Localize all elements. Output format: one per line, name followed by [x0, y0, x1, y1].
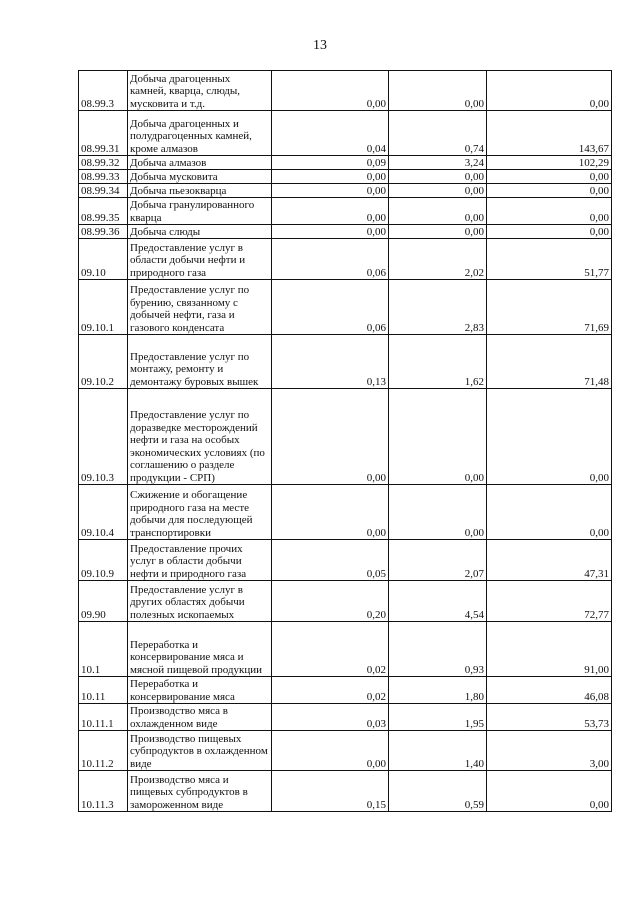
row-value-2: 2,83	[389, 280, 487, 335]
row-value-2: 0,00	[389, 71, 487, 111]
table-row	[79, 198, 612, 225]
table-row	[79, 239, 612, 280]
row-value-1: 0,00	[272, 170, 389, 184]
row-value-1: 0,00	[272, 485, 389, 540]
row-value-1: 0,00	[272, 71, 389, 111]
row-name: Добыча драгоценных камней, кварца, слюды, мусковита и т.д.	[128, 71, 272, 111]
row-value-3: 53,73	[487, 704, 612, 731]
row-name: Производство мяса в охлажденном виде	[128, 704, 272, 731]
row-value-3: 0,00	[487, 225, 612, 239]
row-value-3: 0,00	[487, 198, 612, 225]
row-code: 09.90	[79, 581, 128, 622]
row-name: Предоставление услуг по бурению, связанному с добычей нефти, газа и газового конденсата	[128, 280, 272, 335]
row-value-1: 0,00	[272, 389, 389, 485]
row-value-2: 4,54	[389, 581, 487, 622]
row-value-1: 0,00	[272, 184, 389, 198]
row-value-2: 0,59	[389, 771, 487, 812]
row-value-3: 72,77	[487, 581, 612, 622]
row-value-1: 0,15	[272, 771, 389, 812]
row-name: Предоставление услуг по монтажу, ремонту и демонтажу буровых вышек	[128, 335, 272, 389]
table-row	[79, 335, 612, 389]
row-name: Производство мяса и пищевых субпродуктов в замороженном виде	[128, 771, 272, 812]
row-code: 08.99.35	[79, 198, 128, 225]
row-code: 10.11	[79, 677, 128, 704]
row-value-1: 0,04	[272, 111, 389, 156]
row-value-1: 0,06	[272, 239, 389, 280]
row-value-2: 3,24	[389, 156, 487, 170]
row-value-3: 0,00	[487, 485, 612, 540]
row-name: Добыча гранулированного кварца	[128, 198, 272, 225]
table-row	[79, 731, 612, 771]
row-value-2: 1,62	[389, 335, 487, 389]
row-value-3: 143,67	[487, 111, 612, 156]
row-value-3: 0,00	[487, 71, 612, 111]
row-name: Переработка и консервирование мяса и мясной пищевой продукции	[128, 622, 272, 677]
row-name: Добыча алмазов	[128, 156, 272, 170]
row-value-3: 0,00	[487, 170, 612, 184]
table-row	[79, 485, 612, 540]
row-value-2: 1,95	[389, 704, 487, 731]
row-name: Добыча пьезокварца	[128, 184, 272, 198]
row-code: 10.11.1	[79, 704, 128, 731]
row-code: 09.10.9	[79, 540, 128, 581]
row-value-3: 46,08	[487, 677, 612, 704]
row-value-3: 102,29	[487, 156, 612, 170]
row-code: 08.99.36	[79, 225, 128, 239]
row-value-2: 0,74	[389, 111, 487, 156]
row-value-2: 1,80	[389, 677, 487, 704]
row-value-3: 0,00	[487, 184, 612, 198]
row-value-1: 0,13	[272, 335, 389, 389]
row-value-1: 0,02	[272, 622, 389, 677]
row-code: 09.10.3	[79, 389, 128, 485]
table-row	[79, 111, 612, 156]
row-value-1: 0,03	[272, 704, 389, 731]
row-value-1: 0,20	[272, 581, 389, 622]
row-code: 09.10	[79, 239, 128, 280]
row-value-3: 0,00	[487, 389, 612, 485]
row-name: Сжижение и обогащение природного газа на месте добычи для последующей транспортировки	[128, 485, 272, 540]
row-value-3: 3,00	[487, 731, 612, 771]
row-code: 09.10.2	[79, 335, 128, 389]
row-code: 09.10.1	[79, 280, 128, 335]
row-value-2: 0,00	[389, 198, 487, 225]
row-code: 10.1	[79, 622, 128, 677]
row-name: Предоставление услуг в других областях добычи полезных ископаемых	[128, 581, 272, 622]
row-value-2: 0,00	[389, 225, 487, 239]
row-name: Предоставление услуг по доразведке месторождений нефти и газа на особых экономических условиях (по соглашению о разделе продукции - СРП)	[128, 389, 272, 485]
row-value-1: 0,02	[272, 677, 389, 704]
row-value-3: 47,31	[487, 540, 612, 581]
row-value-3: 71,48	[487, 335, 612, 389]
page-number: 13	[313, 38, 327, 53]
table-row	[79, 71, 612, 111]
table-row	[79, 704, 612, 731]
row-name: Предоставление прочих услуг в области добычи нефти и природного газа	[128, 540, 272, 581]
table-row	[79, 170, 612, 184]
row-value-2: 1,40	[389, 731, 487, 771]
row-name: Добыча слюды	[128, 225, 272, 239]
row-value-1: 0,00	[272, 198, 389, 225]
row-name: Добыча драгоценных и полудрагоценных камней, кроме алмазов	[128, 111, 272, 156]
table-row	[79, 184, 612, 198]
table-body	[79, 71, 612, 812]
table-row	[79, 540, 612, 581]
row-code: 08.99.3	[79, 71, 128, 111]
table-row	[79, 280, 612, 335]
row-value-2: 2,07	[389, 540, 487, 581]
row-code: 08.99.32	[79, 156, 128, 170]
row-value-2: 0,00	[389, 170, 487, 184]
table-row	[79, 771, 612, 812]
row-value-1: 0,09	[272, 156, 389, 170]
row-name: Переработка и консервирование мяса	[128, 677, 272, 704]
row-value-2: 0,93	[389, 622, 487, 677]
row-value-3: 91,00	[487, 622, 612, 677]
row-value-2: 0,00	[389, 485, 487, 540]
row-value-3: 0,00	[487, 771, 612, 812]
row-name: Предоставление услуг в области добычи нефти и природного газа	[128, 239, 272, 280]
row-value-3: 71,69	[487, 280, 612, 335]
row-value-2: 0,00	[389, 184, 487, 198]
row-value-1: 0,00	[272, 225, 389, 239]
row-value-2: 0,00	[389, 389, 487, 485]
row-code: 08.99.33	[79, 170, 128, 184]
row-value-3: 51,77	[487, 239, 612, 280]
row-value-2: 2,02	[389, 239, 487, 280]
table-row	[79, 581, 612, 622]
table-row	[79, 389, 612, 485]
row-value-1: 0,05	[272, 540, 389, 581]
row-code: 08.99.31	[79, 111, 128, 156]
row-code: 08.99.34	[79, 184, 128, 198]
table-row	[79, 677, 612, 704]
row-code: 09.10.4	[79, 485, 128, 540]
row-code: 10.11.3	[79, 771, 128, 812]
table-row	[79, 156, 612, 170]
row-name: Производство пищевых субпродуктов в охлажденном виде	[128, 731, 272, 771]
table-row	[79, 225, 612, 239]
row-value-1: 0,00	[272, 731, 389, 771]
row-name: Добыча мусковита	[128, 170, 272, 184]
row-code: 10.11.2	[79, 731, 128, 771]
row-value-1: 0,06	[272, 280, 389, 335]
data-table	[78, 70, 612, 812]
table-row	[79, 622, 612, 677]
